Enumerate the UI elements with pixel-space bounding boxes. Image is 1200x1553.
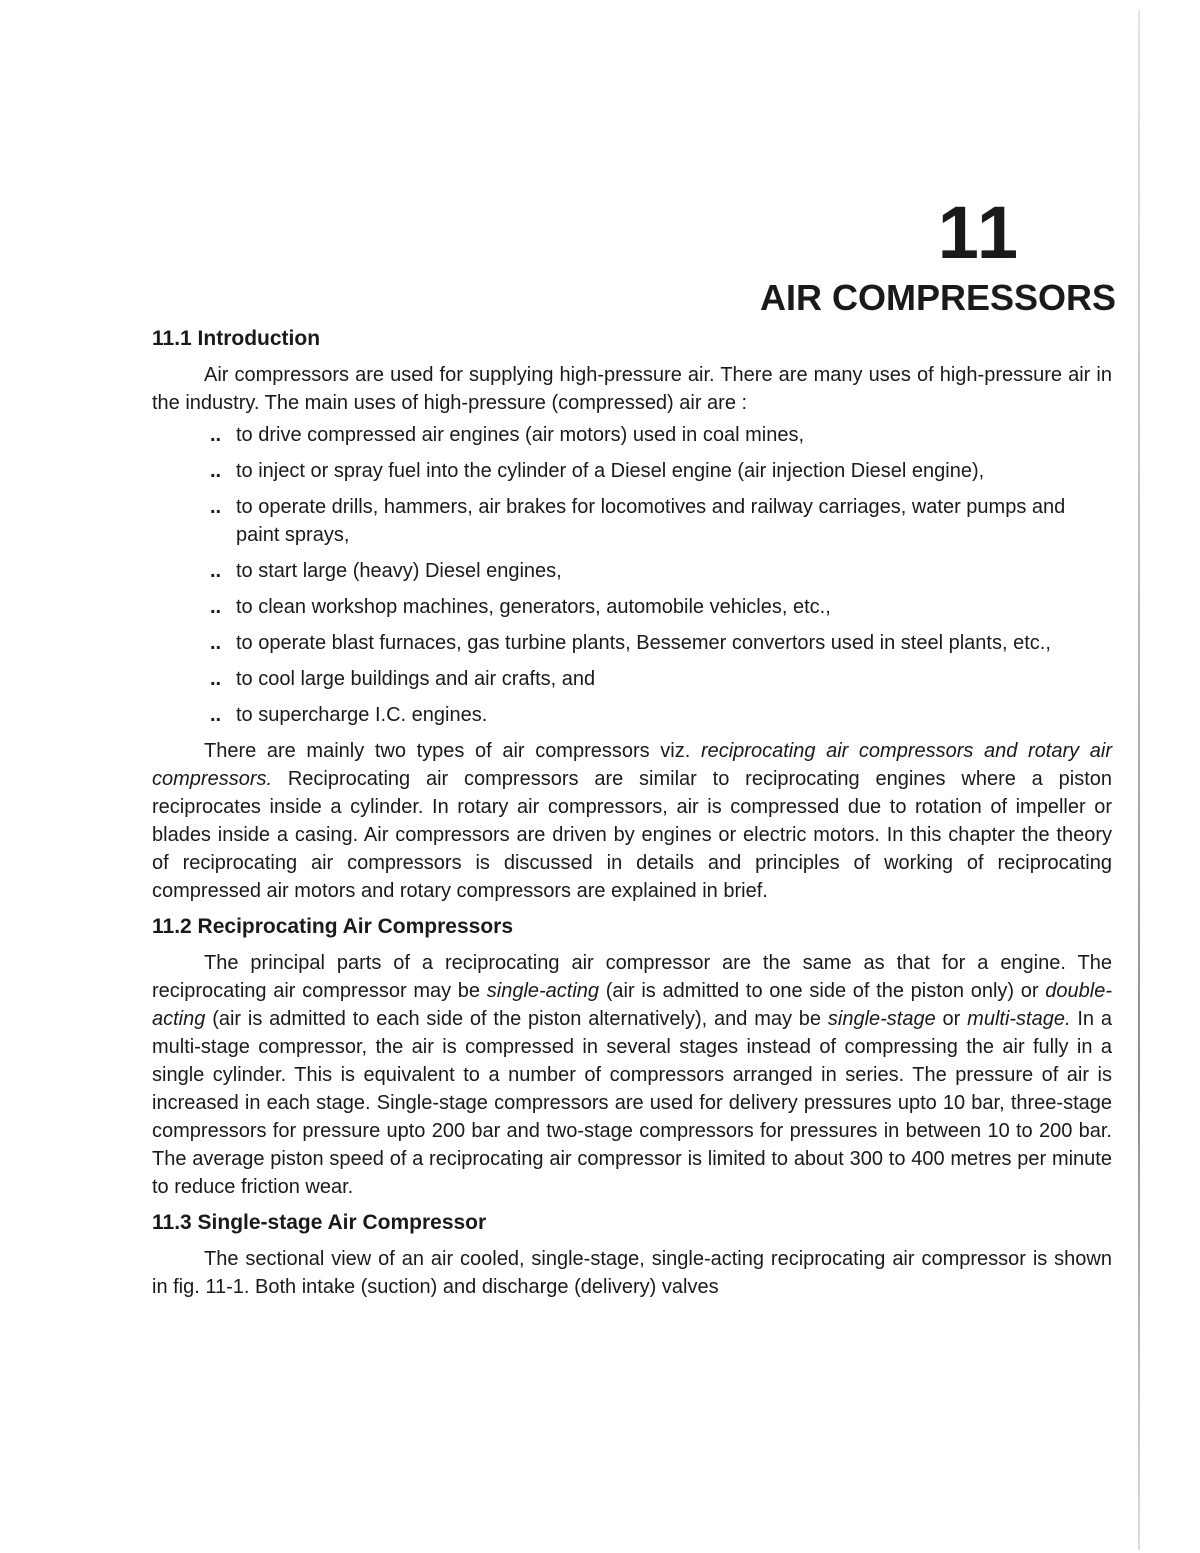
page-body bbox=[152, 325, 1112, 1305]
rc-emphasis-4: multi-stage. bbox=[967, 1008, 1071, 1030]
list-item: .. to start large (heavy) Diesel engines, bbox=[152, 557, 1112, 585]
chapter-title: AIR COMPRESSORS bbox=[759, 277, 1116, 318]
rc-text-2: (air is admitted to one side of the piston only) or bbox=[599, 980, 1046, 1002]
intro-paragraph: Air compressors are used for supplying high-pressure air. There are many uses of high-pressure air in the industry. The main uses of high-pressure (compressed) air are : bbox=[152, 364, 1112, 414]
section-heading-single-stage: 11.3 Single-stage Air Compressor bbox=[152, 1211, 487, 1234]
list-item: .. to operate blast furnaces, gas turbine plants, Bessemer convertors used in steel plants, etc., bbox=[152, 629, 1112, 657]
list-item: .. to clean workshop machines, generators, automobile vehicles, etc., bbox=[152, 593, 1112, 621]
types-emphasis: reciprocating air compressors and rotary air compressors. bbox=[152, 740, 1113, 790]
rc-emphasis-3: single-stage bbox=[827, 1008, 936, 1030]
single-stage-paragraph: The sectional view of an air cooled, single-stage, single-acting reciprocating air compressor is shown in fig. 11-1. Both intake (suction) and discharge (delivery) valves bbox=[152, 1248, 1112, 1298]
section-heading-introduction: 11.1 Introduction bbox=[152, 327, 321, 350]
rc-emphasis-1: single-acting bbox=[486, 980, 600, 1002]
list-item: .. to operate drills, hammers, air brakes for locomotives and railway carriages, water pumps and paint sprays, bbox=[152, 493, 1112, 549]
types-text-b: Reciprocating air compressors are similar to reciprocating engines where a piston reciprocates inside a cylinder. In rotary air compressors, air is compressed due to rotation of impeller or blades inside a casing. Air compressors are driven by engines or electric motors. In this chapter the theory of reciprocating air compressors is discussed in details and principles of working of reciprocating compressed air motors and rotary compressors are explained in brief. bbox=[152, 768, 1112, 902]
list-item: .. to supercharge I.C. engines. bbox=[152, 701, 1112, 729]
types-paragraph bbox=[152, 737, 1112, 905]
list-item: .. to drive compressed air engines (air motors) used in coal mines, bbox=[152, 421, 1112, 449]
list-item: .. to inject or spray fuel into the cylinder of a Diesel engine (air injection Diesel engine), bbox=[152, 457, 1112, 485]
rc-text-1: The principal parts of a reciprocating air compressor are the same as that for a engine. The reciprocating air compressor may be bbox=[152, 952, 1112, 1002]
chapter-number: 11 bbox=[937, 191, 1020, 274]
rc-text-3: (air is admitted to each side of the piston alternatively), and may be bbox=[205, 1008, 828, 1030]
types-text-a: There are mainly two types of air compressors viz. bbox=[204, 740, 701, 762]
page-binding-edge bbox=[1138, 10, 1140, 1550]
list-item: .. to cool large buildings and air crafts, and bbox=[152, 665, 1112, 693]
rc-text-5: In a multi-stage compressor, the air is compressed in several stages instead of compressing the air fully in a single cylinder. This is equivalent to a number of compressors arranged in series. The pressure of air is increased in each stage. Single-stage compressors are used for delivery pressures upto 10 bar, three-stage compressors for pressure upto 200 bar and two-stage compressors for pressures in between 10 to 200 bar. The average piston speed of a reciprocating air compressor is limited to about 300 to 400 metres per minute to reduce friction wear. bbox=[152, 1008, 1112, 1198]
rc-text-4: or bbox=[935, 1008, 968, 1030]
section-heading-reciprocating: 11.2 Reciprocating Air Compressors bbox=[152, 915, 514, 938]
uses-list bbox=[152, 421, 1112, 729]
reciprocating-paragraph bbox=[152, 949, 1112, 1201]
rc-emphasis-2: double-acting bbox=[152, 980, 1112, 1030]
